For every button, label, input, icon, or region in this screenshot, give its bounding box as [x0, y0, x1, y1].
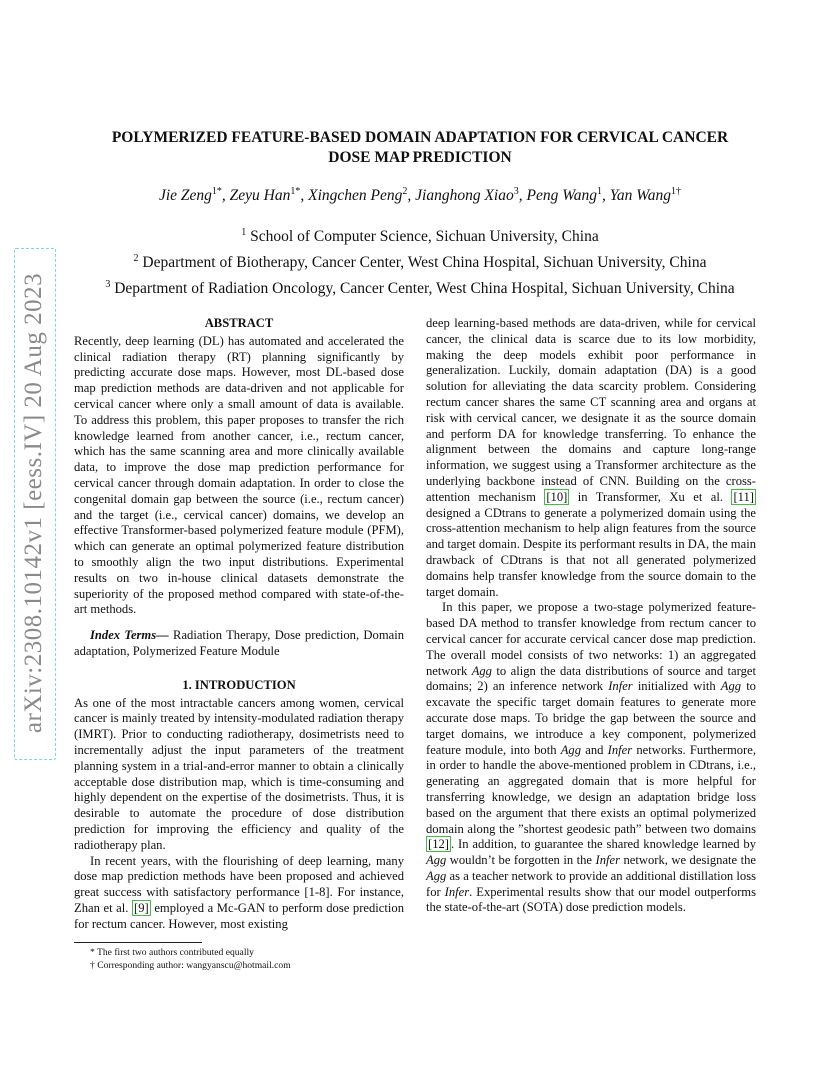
author-list: [80, 186, 760, 205]
author: Xingchen Peng$^2$,: [308, 186, 416, 205]
right-column: [426, 316, 756, 916]
affiliation: $^1$ School of Computer Science, Sichuan University, China: [241, 227, 599, 246]
footnote-corresponding-author: † Corresponding author: wangyanscu@hotmail.com: [90, 959, 291, 971]
title-line-2: DOSE MAP PREDICTION: [328, 149, 512, 166]
citation-link-12[interactable]: [12]: [428, 837, 449, 852]
affiliation: $^3$ Department of Radiation Oncology, Cancer Center, West China Hospital, Sichuan University, China: [105, 279, 735, 298]
affiliation-list: [60, 222, 780, 300]
title-line-1: POLYMERIZED FEATURE-BASED DOMAIN ADAPTATION FOR CERVICAL CANCER: [111, 129, 729, 146]
paper-title: [90, 128, 750, 168]
citation-link-9[interactable]: [9]: [134, 900, 149, 915]
author: Yan Wang$^{1\dagger}$: [609, 186, 682, 205]
citation-link-11[interactable]: [11]: [733, 489, 754, 504]
intro-paragraph-1: As one of the most intractable cancers among women, cervical cancer is mainly treated by intensity-modulated radiation therapy (IMRT). Prior to conducting radiotherapy, dosimetrists need to incrementally adjust the input parameters of the treatment planning system in a trial-and-error manner to obtain a clinically acceptable dose distribution map, which is time-consuming and highly dependent on the expertise of the dosimetrists. Thus, it is desirable to automate the procedure of dose distribution prediction for improving the efficiency and quality of the radiotherapy plan.: [74, 695, 404, 852]
author: Peng Wang$^1$,: [526, 186, 610, 205]
citation-link-10[interactable]: [10]: [546, 489, 568, 504]
index-terms: Index Terms— Radiation Therapy, Dose prediction, Domain adaptation, Polymerized Feature Module: [74, 628, 404, 658]
left-column: [74, 316, 404, 972]
intro-paragraph-2: In recent years, with the flourishing of deep learning, many dose map prediction methods have been proposed and achieved great success with satisfactory performance [1-8]. For instance, Zhan et al. [9] employed a Mc-GAN to perform dose prediction for rectum cancer. However, most existing: [74, 853, 404, 931]
index-terms-label: Index Terms—: [90, 628, 169, 643]
arxiv-identifier[interactable]: arXiv:2308.10142v1 [eess.IV] 20 Aug 2023: [20, 272, 47, 734]
abstract-text: Recently, deep learning (DL) has automated and accelerated the clinical radiation therapy (RT) planning significantly by predicting accurate dose maps. However, most DL-based dose map prediction methods are data-driven and not applicable for cervical cancer where only a small amount of data is available. To address this problem, this paper proposes to transfer the rich knowledge learned from another cancer, i.e., rectum cancer, which has the same scanning area and more clinically available data, to improve the dose map prediction performance for cervical cancer through domain adaptation. In order to close the congenital domain gap between the source (i.e., rectum cancer) and the target (i.e., cervical cancer) domains, we develop an effective Transformer-based polymerized feature module (PFM), which can generate an optimal polymerized feature distribution to smoothly align the two input distributions. Experimental results on two in-house clinical datasets demonstrate the superiority of the proposed method compared with state-of-the-art methods.: [74, 333, 404, 617]
author: Zeyu Han$^{1*}$,: [229, 186, 309, 205]
affiliation: $^2$ Department of Biotherapy, Cancer Center, West China Hospital, Sichuan University, China: [133, 253, 707, 272]
introduction-heading: 1. INTRODUCTION: [182, 677, 296, 692]
footnote-divider: [74, 942, 202, 943]
footnote-equal-contribution: * The first two authors contributed equally: [90, 947, 254, 959]
right-paragraph-2: In this paper, we propose a two-stage polymerized feature-based DA method to transfer knowledge from rectum cancer to cervical cancer for accurate cervical cancer dose map prediction. The overall model consists of two networks: 1) an aggregated network Agg to align the data distributions of source and target domains; 2) an inference network Infer initialized with Agg to excavate the specific target domain features to generate more accurate dose maps. To bridge the gap between the source and target domains, we introduce a key component, polymerized feature module, into both Agg and Infer networks. Furthermore, in order to handle the above-mentioned problem in CDtrans, i.e., generating an aggregated domain that is more helpful for transferring knowledge, we design an adaptation bridge loss based on the argument that there exists an optimal polymerized domain along the ”shortest geodesic path” between two domains [12] . In addition, to guarantee the shared knowledge learned by Agg wouldn’t be forgotten in the Infer network, we designate the Agg as a teacher network to provide an additional distillation loss for Infer. Experimental results show that our model outperforms the state-of-the-art (SOTA) dose prediction models.: [426, 600, 757, 915]
author: Jianghong Xiao$^3$,: [415, 186, 527, 205]
abstract-heading: ABSTRACT: [204, 316, 274, 330]
right-paragraph-1: deep learning-based methods are data-driven, while for cervical cancer, the clinical data is scarce due to its low morbidity, making the deep models exhibit poor performance in generalization. Luckily, domain adaptation (DA) is a good solution for alleviating the data scarcity problem. Considering rectum cancer shares the same CT scanning area and organs at risk with cervical cancer, we designate it as the source domain and perform DA for knowledge transferring. To enhance the alignment between the domains and capture long-range information, we suggest using a Transformer architecture as the underlying backbone instead of CNN. Building on the cross-attention mechanism [10] in Transformer, Xu et al. [11] designed a CDtrans to generate a polymerized domain using the cross-attention mechanism to help align features from the source and target domain. Despite its performant results in DA, the main drawback of CDtrans is that not all generated polymerized domains help transfer knowledge from the source domain to the target domain.: [426, 316, 756, 599]
author: Jie Zeng$^{1*}$,: [158, 186, 230, 205]
